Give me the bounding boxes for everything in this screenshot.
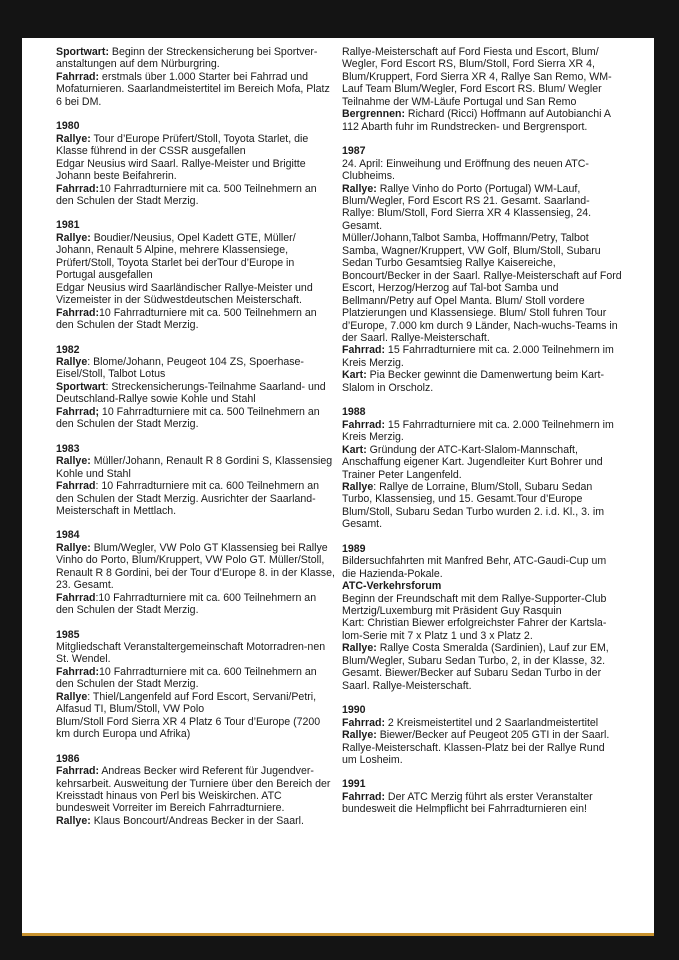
entry-label: Fahrrad <box>56 591 96 604</box>
right-column <box>342 46 622 816</box>
year-heading: 1991 <box>342 778 366 791</box>
chronicle-entry <box>56 641 336 666</box>
chronicle-entry <box>56 282 336 307</box>
chronicle-entry <box>56 815 336 827</box>
chronicle-entry <box>56 480 336 517</box>
chronicle-entry <box>56 183 336 208</box>
entry-label: Rallye: <box>56 541 91 554</box>
chronicle-entry <box>342 108 622 133</box>
chronicle-entry <box>342 232 622 344</box>
entry-text: 15 Fahrradturniere mit ca. 2.000 Teilnehmern im Kreis Merzig. <box>342 344 614 369</box>
entry-text: Boudier/Neusius, Opel Kadett GTE, Müller/ Johann, Renault 5 Alpine, mehrere Klassensiege, Prüfert/Stoll, Toyota Starlet bei derTour d’Europe in Portugal ausgefallen <box>56 231 296 282</box>
entry-text: Andreas Becker wird Referent für Jugendver-kehrsarbeit. Ausweitung der Turniere über den Bereich der Kreisstadt hinaus von Perl bis Weiskirchen. ATC bundesweit Vorreiter im Bereich Fahrradturniere. <box>56 765 331 815</box>
entry-text: Pia Becker gewinnt die Damenwertung beim Kart-Slalom in Orscholz. <box>342 369 605 394</box>
entry-text: 2 Kreismeistertitel und 2 Saarlandmeistertitel <box>384 716 599 729</box>
entry-text: 10 Fahrradturniere mit ca. 500 Teilnehmern an den Schulen der Stadt Merzig. <box>56 306 317 332</box>
entry-text: Müller/Johann,Talbot Samba, Hoffmann/Petry, Talbot Samba, Wagner/Kruppert, VW Golf, Blum/Stoll, Subaru Sedan Turbo Gesamtsieg Rallye Kaisereiche, Boncourt/Becker in der Saarl. Rallye-Meisterschaft auf Ford Escort, Herzog/Herzog auf Tal-bot Samba und Bellmann/Petry auf Opel Manta. Blum/ Stoll vordere Platzierungen und Klassensiege. Blum/ Stoll fuhren Tour d’Europe, 7.000 km durch 9 Länder, Nach-wuchs-Teams in der Saarl. Rallye-Meisterschaft. <box>342 232 622 344</box>
entry-text: Blum/Stoll Ford Sierra XR 4 Platz 6 Tour d’Europe (7200 km durch Europa und Afrika) <box>56 715 321 741</box>
entry-text: Tour d’Europe Prüfert/Stoll, Toyota Starlet, die Klasse führend in der CSSR ausgefallen <box>56 132 309 158</box>
entry-text: Beginn der Streckensicherung bei Sportver-anstaltungen auf dem Nürburgring. <box>56 46 318 71</box>
entry-text: erstmals über 1.000 Starter bei Fahrrad und Mofaturnieren. Saarlandmeistertitel im Bereich Mofa, Platz 6 bei DM. <box>56 70 330 108</box>
entry-label: Kart: <box>342 369 367 382</box>
entry-label: Rallye: <box>342 182 377 195</box>
year-heading: 1980 <box>56 120 80 133</box>
chronicle-entry <box>56 158 336 183</box>
entry-text: : Thiel/Langenfeld auf Ford Escort, Servani/Petri, Alfasud TI, Blum/Stoll, VW Polo <box>56 690 317 716</box>
document-page <box>22 38 654 936</box>
entry-label: Rallye: <box>342 729 377 742</box>
entry-label: ATC-Verkehrsforum <box>342 580 442 593</box>
year-heading: 1986 <box>56 752 80 765</box>
chronicle-entry <box>342 369 622 394</box>
entry-text: Edgar Neusius wird Saarl. Rallye-Meister und Brigitte Johann beste Beifahrerin. <box>56 157 306 183</box>
entry-text: Richard (Ricci) Hoffmann auf Autobianchi A 112 Abarth fuhr im Rundstrecken- und Bergrensport. <box>342 108 611 133</box>
entry-text: 10 Fahrradturniere mit ca. 500 Teilnehmern an den Schulen der Stadt Merzig. <box>56 182 317 207</box>
chronicle-entry <box>56 381 336 406</box>
year-heading: 1987 <box>342 145 366 158</box>
entry-label: Kart: <box>342 443 367 456</box>
chronicle-entry <box>56 691 336 716</box>
chronicle-entry <box>342 555 622 580</box>
entry-text: Mitgliedschaft Veranstaltergemeinschaft Motorradren-nen St. Wendel. <box>56 641 326 666</box>
entry-label: Fahrrad: <box>342 344 385 357</box>
entry-label: Rallye: <box>56 814 91 827</box>
year-heading: 1983 <box>56 442 80 455</box>
entry-text: 24. April: Einweihung und Eröffnung des neuen ATC-Clubheims. <box>342 157 589 183</box>
entry-text: : 10 Fahrradturniere mit ca. 600 Teilnehmern an den Schulen der Stadt Merzig. Ausrichter der Saarland-Meisterschaft in Mettlach. <box>56 480 320 517</box>
entry-text: : Streckensicherungs-Teilnahme Saarland- und Deutschland-Rallye sowie Kohle und Stahl <box>56 380 326 406</box>
entry-text: Rallye-Meisterschaft auf Ford Fiesta und Escort, Blum/ Wegler, Ford Escort RS, Blum/Stoll, Ford Sierra XR 4, Blum/Kruppert, Ford Sierra XR 4, Rallye San Remo, WM-Lauf Team Blum/Wegler, Ford Escort RS. Blum/ Wegler Teilnahme der WM-Läufe Portugal und San Remo <box>342 46 612 108</box>
entry-text: 15 Fahrradturniere mit ca. 2.000 Teilnehmern im Kreis Merzig. <box>342 418 614 444</box>
chronicle-entry <box>342 642 622 692</box>
entry-text: Bildersuchfahrten mit Manfred Behr, ATC-Gaudi-Cup um die Hazienda-Pokale. <box>342 555 607 580</box>
entry-label: Rallye: <box>56 455 91 468</box>
year-heading: 1982 <box>56 343 80 356</box>
entry-text: Blum/Wegler, VW Polo GT Klassensieg bei Rallye Vinho do Porto, Blum/Kruppert, VW Polo GT. Müller/Stoll, Renault R 8 Gordini, bei der Tour d’Europe 8. in der Klasse, 23. Gesamt. <box>56 541 335 592</box>
left-column <box>56 46 336 827</box>
chronicle-entry <box>56 406 336 431</box>
entry-label: Sportwart <box>56 380 106 393</box>
chronicle-entry <box>342 183 622 233</box>
chronicle-entry <box>342 481 622 531</box>
entry-label: Rallye <box>342 480 374 493</box>
entry-text: 10 Fahrradturniere mit ca. 500 Teilnehmern an den Schulen der Stadt Merzig. <box>56 405 320 431</box>
year-heading: 1984 <box>56 529 80 542</box>
chronicle-entry <box>56 592 336 617</box>
entry-label: Bergrennen: <box>342 108 405 121</box>
entry-label: Fahrrad: <box>342 418 385 431</box>
chronicle-entry <box>56 71 336 108</box>
year-heading: 1985 <box>56 628 80 641</box>
entry-label: Fahrrad: <box>342 790 385 803</box>
chronicle-entry <box>342 729 622 766</box>
chronicle-entry <box>342 344 622 369</box>
entry-label: Rallye: <box>56 231 91 244</box>
chronicle-entry <box>56 716 336 741</box>
entry-text: : Rallye de Lorraine, Blum/Stoll, Subaru Sedan Turbo, Klassensieg, und 15. Gesamt.Tour d’Europe Blum/Stoll, Subaru Sedan Turbo wurden 2. i.d. Kl., 3. im Gesamt. <box>342 480 605 531</box>
entry-text: Rallye Costa Smeralda (Sardinien), Lauf zur EM, Blum/Wegler, Subaru Sedan Turbo, 2, in der Klasse, 32. Gesamt. Biewer/Becker auf Subaru Sedan Turbo in der Saarl. Rallye-Meisterschaft. <box>342 642 609 692</box>
chronicle-entry <box>342 444 622 481</box>
chronicle-entry <box>56 455 336 480</box>
chronicle-entry <box>56 356 336 381</box>
entry-text: Müller/Johann, Renault R 8 Gordini S, Klassensieg Kohle und Stahl <box>56 455 333 480</box>
entry-text: 10 Fahrradturniere mit ca. 600 Teilnehmern an den Schulen der Stadt Merzig. <box>56 665 317 691</box>
entry-text: Der ATC Merzig führt als erster Veranstalter bundesweit die Helmpflicht bei Fahrradturnieren ein! <box>342 790 593 816</box>
chronicle-entry <box>342 580 622 592</box>
entry-text: Beginn der Freundschaft mit dem Rallye-Supporter-Club Mertzig/Luxemburg mit Präsident Guy Rasquin <box>342 592 607 618</box>
entry-label: Fahrrad <box>56 480 96 493</box>
chronicle-entry <box>342 791 622 816</box>
entry-label: Fahrrad: <box>56 182 99 195</box>
entry-label: Fahrrad: <box>56 70 99 83</box>
entry-text: Rallye Vinho do Porto (Portugal) WM-Lauf, Blum/Wegler, Ford Escort RS 21. Gesamt. Saarland-Rallye: Blum/Stoll, Ford Sierra XR 4 Klassensieg, 24. Gesamt. <box>342 182 592 232</box>
chronicle-entry <box>342 593 622 618</box>
entry-label: Fahrrad: <box>56 765 99 778</box>
chronicle-entry <box>56 133 336 158</box>
entry-label: Rallye <box>56 690 88 703</box>
entry-label: Fahrrad: <box>342 716 385 729</box>
entry-label: Rallye: <box>56 132 91 145</box>
year-heading: 1988 <box>342 406 366 419</box>
chronicle-entry <box>56 765 336 815</box>
entry-text: Klaus Boncourt/Andreas Becker in der Saarl. <box>90 814 304 827</box>
entry-label: Sportwart: <box>56 46 109 58</box>
chronicle-entry <box>56 46 336 71</box>
entry-label: Fahrrad: <box>56 665 99 678</box>
chronicle-entry <box>342 158 622 183</box>
entry-label: Rallye <box>56 355 88 368</box>
chronicle-entry <box>56 232 336 282</box>
chronicle-entry <box>342 46 622 108</box>
entry-text: Gründung der ATC-Kart-Slalom-Mannschaft, Anschaffung eigener Kart. Jugendleiter Kurt Bohrer und Trainer Peter Langenfeld. <box>342 443 603 481</box>
year-heading: 1981 <box>56 219 80 232</box>
chronicle-entry <box>342 419 622 444</box>
entry-text: :10 Fahrradturniere mit ca. 600 Teilnehmern an den Schulen der Stadt Merzig. <box>56 591 317 617</box>
entry-text: : Blome/Johann, Peugeot 104 ZS, Spoerhase-Eisel/Stoll, Talbot Lotus <box>56 355 304 381</box>
chronicle-entry <box>56 542 336 592</box>
entry-text: Kart: Christian Biewer erfolgreichster Fahrer der Kartsla-lom-Serie mit 7 x Platz 1 und 3 x Platz 2. <box>342 617 607 642</box>
entry-label: Rallye: <box>342 642 377 655</box>
chronicle-entry <box>342 617 622 642</box>
entry-label: Fahrrad; <box>56 405 99 418</box>
entry-text: Biewer/Becker auf Peugeot 205 GTI in der Saarl. Rallye-Meisterschaft. Klassen-Platz bei der Rallye Rund um Losheim. <box>342 729 610 767</box>
chronicle-entry <box>56 666 336 691</box>
year-heading: 1990 <box>342 704 366 717</box>
entry-label: Fahrrad: <box>56 306 99 319</box>
chronicle-entry <box>56 307 336 332</box>
entry-text: Edgar Neusius wird Saarländischer Rallye-Meister und Vizemeister in der Südwestdeutschen Meisterschaft. <box>56 281 313 307</box>
year-heading: 1989 <box>342 542 366 555</box>
chronicle-entry <box>342 717 622 729</box>
